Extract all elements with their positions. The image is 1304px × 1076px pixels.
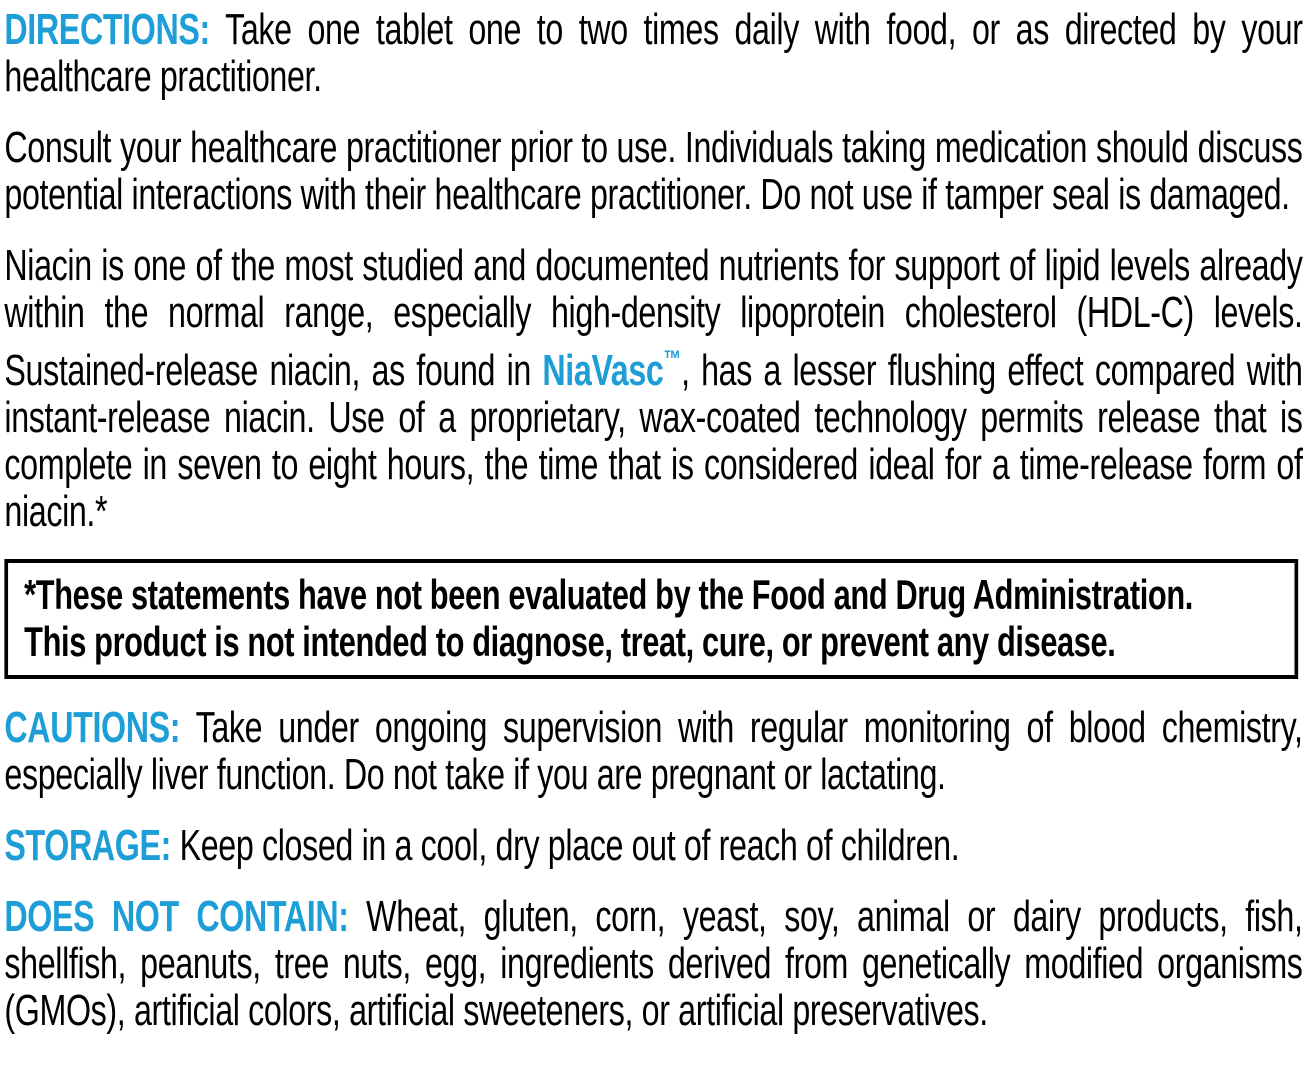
fda-disclaimer-box: [4, 559, 1298, 679]
niacin-text-before: Niacin is one of the most studied and documented nutrients for support of lipid levels already within the normal range, especially high-density lipoprotein cholesterol (HDL-C) levels. Sustained-release niacin, as found in: [4, 241, 1303, 395]
cautions-label: CAUTIONS:: [4, 703, 181, 752]
trademark-symbol: ™: [663, 346, 682, 373]
directions-text: Take one tablet one to two times daily with food, or as directed by your healthcare practitioner.: [4, 5, 1303, 101]
cautions-text: Take under ongoing supervision with regular monitoring of blood chemistry, especially liver function. Do not take if you are pregnant or lactating.: [4, 703, 1303, 799]
fda-disclaimer-line-1: *These statements have not been evaluated by the Food and Drug Administration.: [24, 571, 1193, 618]
consult-text: Consult your healthcare practitioner prior to use. Individuals taking medication should discuss potential interactions with their healthcare practitioner. Do not use if tamper seal is damaged.: [4, 123, 1303, 219]
fda-disclaimer-line-2: This product is not intended to diagnose, treat, cure, or prevent any disease.: [24, 618, 1116, 665]
does-not-contain-label: DOES NOT CONTAIN:: [4, 892, 349, 941]
brand-name: NiaVasc: [542, 346, 664, 395]
does-not-contain-paragraph: [4, 893, 1302, 1034]
niacin-paragraph: [4, 242, 1302, 535]
directions-paragraph: [4, 6, 1302, 100]
storage-text: Keep closed in a cool, dry place out of reach of children.: [171, 821, 960, 870]
does-not-contain-text: Wheat, gluten, corn, yeast, soy, animal or dairy products, fish, shellfish, peanuts, tree nuts, egg, ingredients derived from genetically modified organisms (GMOs), artificial colors, artificial sweeteners, or artificial preservatives.: [4, 892, 1303, 1035]
cautions-paragraph: [4, 704, 1302, 798]
niacin-text-after: , has a lesser flushing effect compared with instant-release niacin. Use of a proprietary, wax-coated technology permits release that is complete in seven to eight hours, the time that is considered ideal for a time-release form of niacin.*: [4, 346, 1303, 536]
directions-label: DIRECTIONS:: [4, 5, 210, 54]
storage-label: STORAGE:: [4, 821, 172, 870]
consult-paragraph: [4, 124, 1302, 218]
storage-paragraph: [4, 822, 1302, 869]
